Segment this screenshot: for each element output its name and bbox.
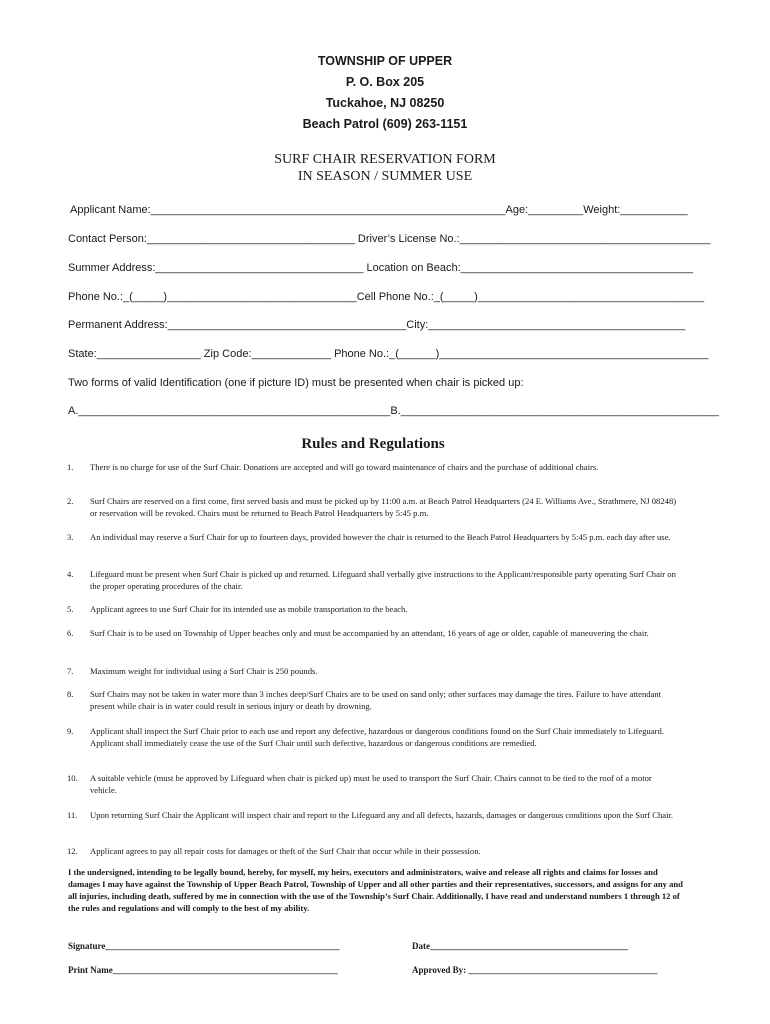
rule-text: Surf Chairs may not be taken in water more than 3 inches deep/Surf Chairs are to be used on sand only; other surfaces may damage the tires. Failure to have attendant present while chair is in water could result in serious injury or death by drowning. <box>90 689 662 711</box>
approved-by-field[interactable]: Approved By: __________________________________________ <box>412 965 658 975</box>
form-subtitle: IN SEASON / SUMMER USE <box>297 169 473 184</box>
rule-number: 10. <box>67 773 78 783</box>
letterhead-phone: Beach Patrol (609) 263-1151 <box>302 117 468 131</box>
rule-number: 6. <box>67 628 74 638</box>
date-field[interactable]: Date____________________________________________ <box>412 941 628 951</box>
rule-text: An individual may reserve a Surf Chair for up to fourteen days, provided however the chair is returned to the Beach Patrol Headquarters by 5:45 p.m. each day after use. <box>90 532 671 542</box>
state-zip-phone-field[interactable]: State:_________________ Zip Code:_____________ Phone No.:_(______)____________________________________________ <box>68 348 709 360</box>
rule-number: 3. <box>67 532 74 542</box>
rule-number: 5. <box>67 604 74 614</box>
rule-text: There is no charge for use of the Surf Chair. Donations are accepted and will go toward maintenance of chairs and the purchase of additional chairs. <box>90 462 599 472</box>
rule-number: 9. <box>67 726 74 736</box>
letterhead <box>0 52 770 136</box>
rules-heading: Rules and Regulations <box>301 436 445 452</box>
rule-number: 2. <box>67 496 74 506</box>
release-affirmation: I the undersigned, intending to be legally bound, hereby, for myself, my heirs, executors and administrators, waive and release all rights and claims for losses and damages I may have against the Township of Upper Beach Patrol, Township of Upper and all other parties and their representatives, successors, and assigns for any and all injuries, including death, suffered by me in connection with the use of the Township’s Surf Chair. Additionally, I have read and understand numbers 1 through 12 of the rules and regulations and will comply to the best of my ability. <box>68 867 683 913</box>
summer-address-field[interactable]: Summer Address:__________________________________ Location on Beach:______________________________________ <box>68 262 694 274</box>
rule-text: Surf Chair is to be used on Township of Upper beaches only and must be accompanied by an attendant, 16 years of age or older, capable of maneuvering the chair. <box>90 628 649 638</box>
rule-number: 11. <box>67 810 78 820</box>
signature-field[interactable]: Signature____________________________________________________ <box>68 941 340 951</box>
rule-number: 8. <box>67 689 74 699</box>
rule-text: Applicant agrees to pay all repair costs for damages or theft of the Surf Chair that occur while in their possession. <box>90 846 481 856</box>
permanent-address-field[interactable]: Permanent Address:_______________________________________City:__________________________________________ <box>68 319 686 331</box>
rule-number: 12. <box>67 846 78 856</box>
id-lines-field[interactable]: A.___________________________________________________B.____________________________________________________ <box>68 405 719 417</box>
letterhead-township: TOWNSHIP OF UPPER <box>317 54 453 68</box>
rule-number: 4. <box>67 569 74 579</box>
form-title: SURF CHAIR RESERVATION FORM <box>274 152 496 167</box>
applicant-name-field[interactable]: Applicant Name:__________________________________________________________Age:_________Weight:___________ <box>70 204 688 216</box>
rule-text: Applicant shall inspect the Surf Chair prior to each use and report any defective, hazardous or dangerous conditions found on the Surf Chair immediately to Lifeguard. Applicant shall immediately cease the use of the Surf Chair until such defective, hazardous or dangerous conditions are remedied. <box>90 726 664 748</box>
rule-text: A suitable vehicle (must be approved by Lifeguard when chair is picked up) must be used to transport the Surf Chair. Chairs cannot to be tied to the roof of a motor vehicle. <box>90 773 652 795</box>
rule-text: Maximum weight for individual using a Surf Chair is 250 pounds. <box>90 666 318 676</box>
rule-text: Upon returning Surf Chair the Applicant will inspect chair and report to the Lifeguard any and all defects, hazards, damages or dangerous conditions upon the Surf Chair. <box>90 810 674 820</box>
rule-number: 7. <box>67 666 74 676</box>
letterhead-po-box: P. O. Box 205 <box>345 75 425 89</box>
phone-field[interactable]: Phone No.:_(_____)_______________________________Cell Phone No.:_(_____)_____________________________________ <box>68 291 705 303</box>
rule-text: Surf Chairs are reserved on a first come, first served basis and must be picked up by 11:00 a.m. at Beach Patrol Headquarters (24 E. Williams Ave., Strathmere, NJ 08248) or reservation will be revoked. Chairs must be returned to Beach Patrol Headquarters by 5:45 p.m. <box>90 496 677 518</box>
print-name-field[interactable]: Print Name__________________________________________________ <box>68 965 338 975</box>
contact-person-field[interactable]: Contact Person:__________________________________ Driver’s License No.:_________________________________________ <box>68 233 711 245</box>
rule-text: Lifeguard must be present when Surf Chair is picked up and returned. Lifeguard shall verbally give instructions to the Applicant/responsible party operating Surf Chair on the proper operating procedures of the chair. <box>90 569 676 591</box>
rule-text: Applicant agrees to use Surf Chair for its intended use as mobile transportation to the beach. <box>90 604 408 614</box>
rule-number: 1. <box>67 462 74 472</box>
letterhead-city: Tuckahoe, NJ 08250 <box>325 96 445 110</box>
id-requirement-note: Two forms of valid Identification (one if picture ID) must be presented when chair is picked up: <box>68 377 524 389</box>
